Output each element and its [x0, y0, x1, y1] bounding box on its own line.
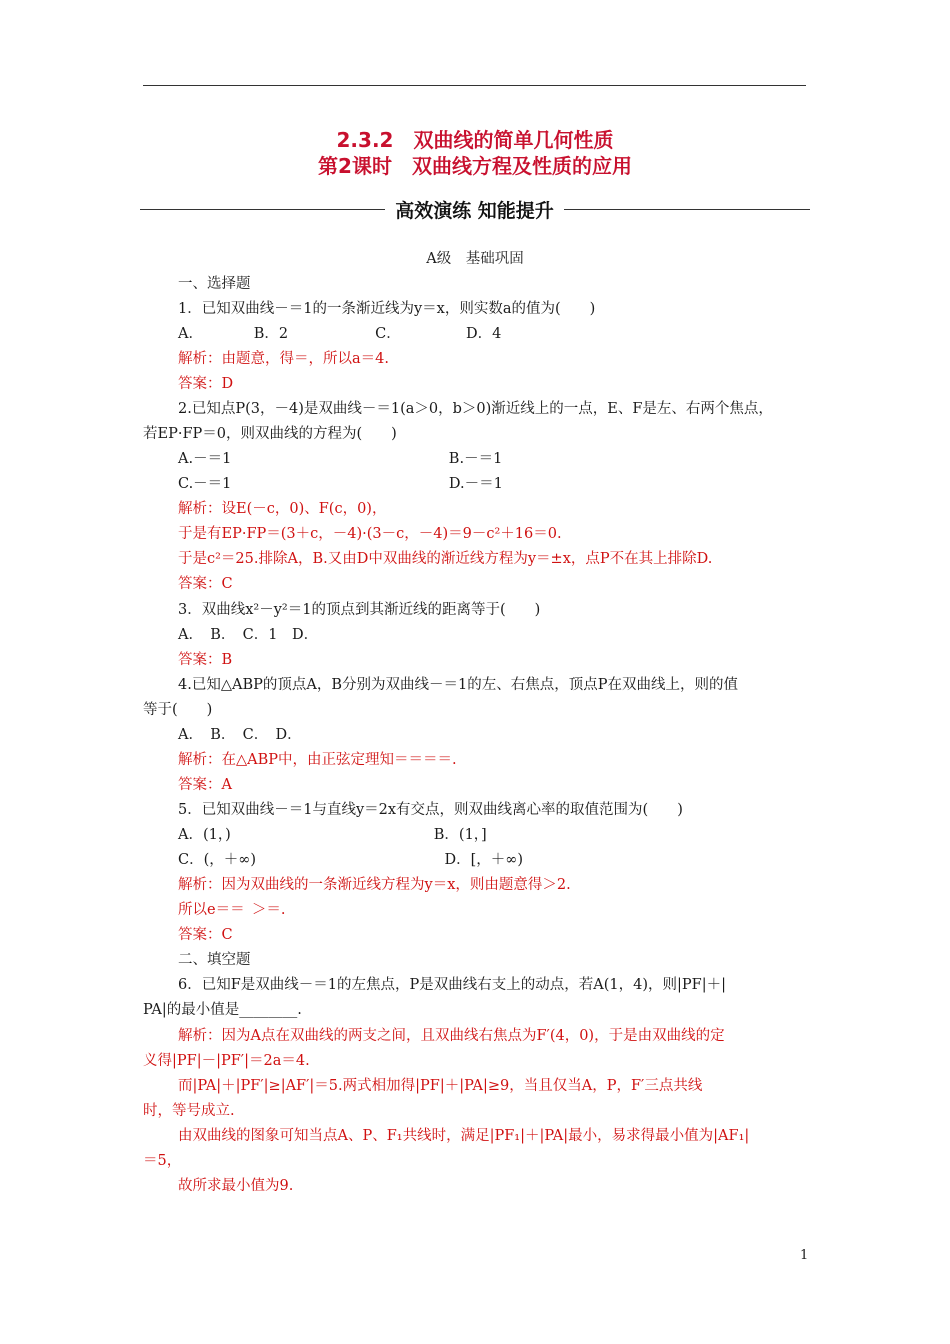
top-rule [143, 85, 806, 86]
text-line: A.－＝1 B.－＝1 [178, 451, 503, 467]
text-line: 6．已知F是双曲线－＝1的左焦点，P是双曲线右支上的动点，若A(1，4)，则|PF|＋| [178, 977, 726, 993]
page-number: 1 [800, 1248, 809, 1263]
text-line: A． B． C． D． [178, 727, 302, 743]
text-line: 2.已知点P(3，－4)是双曲线－＝1(a＞0，b＞0)渐近线上的一点，E、F是左、右两个焦点， [178, 401, 773, 417]
text-line: 3．双曲线x²－y²＝1的顶点到其渐近线的距离等于( ) [178, 602, 541, 618]
banner-text: 高效演练 知能提升 [395, 200, 554, 222]
text-line: A．(1，) B．(1，] [178, 827, 487, 843]
text-line: 解析：因为双曲线的一条渐近线方程为y＝x，则由题意得＞2. [178, 877, 571, 893]
text-line: A级 基础巩固 [426, 251, 524, 267]
text-line: 二、填空题 [178, 952, 251, 968]
text-line: C.－＝1 D.－＝1 [178, 476, 503, 492]
banner [140, 196, 810, 224]
text-line: 于是c²＝25.排除A，B.又由D中双曲线的渐近线方程为y＝±x，点P不在其上排除D. [178, 551, 713, 567]
text-line: 答案：C [178, 927, 233, 943]
text-line: 解析：由题意，得＝，所以a＝4. [178, 351, 389, 367]
text-line: 1．已知双曲线－＝1的一条渐近线为y＝x，则实数a的值为( ) [178, 301, 596, 317]
text-line: 答案：D [178, 376, 234, 392]
text-line: A． B． C．1 D． [178, 627, 319, 643]
text-line: PA|的最小值是________. [143, 1002, 302, 1018]
text-line: 答案：C [178, 576, 233, 592]
text-line: 义得|PF|－|PF′|＝2a＝4. [143, 1053, 310, 1069]
text-line: A． B．2 C． D．4 [178, 326, 502, 342]
text-line: 时，等号成立. [143, 1103, 235, 1119]
text-line: C．(，＋∞) D．[，＋∞) [178, 852, 524, 868]
text-line: 4.已知△ABP的顶点A，B分别为双曲线－＝1的左、右焦点，顶点P在双曲线上，则的值 [178, 677, 738, 693]
text-line: 由双曲线的图象可知当点A、P、F₁共线时，满足|PF₁|＋|PA|最小，易求得最小值为|AF₁| [178, 1128, 750, 1144]
text-line: 故所求最小值为9. [178, 1178, 294, 1194]
banner-rule-right [564, 209, 810, 210]
text-line: 一、选择题 [178, 276, 251, 292]
section-title: 2.3.2 双曲线的简单几何性质 [336, 128, 614, 152]
text-line: ＝5， [143, 1153, 182, 1169]
banner-rule-left [140, 209, 385, 210]
text-line: 解析：在△ABP中，由正弦定理知＝＝＝＝. [178, 752, 457, 768]
text-line: 所以e＝＝ ＞＝. [178, 902, 286, 918]
text-line: 解析：因为A点在双曲线的两支之间，且双曲线右焦点为F′(4，0)，于是由双曲线的定 [178, 1028, 725, 1044]
lesson-title: 第2课时 双曲线方程及性质的应用 [318, 154, 632, 178]
text-line: 等于( ) [143, 702, 213, 718]
text-line: 答案：B [178, 652, 233, 668]
text-line: 5．已知双曲线－＝1与直线y＝2x有交点，则双曲线离心率的取值范围为( ) [178, 802, 683, 818]
text-line: 若EP·FP＝0，则双曲线的方程为( ) [143, 426, 397, 442]
text-line: 解析：设E(－c，0)、F(c，0)， [178, 501, 387, 517]
text-line: 于是有EP·FP＝(3＋c，－4)·(3－c，－4)＝9－c²＋16＝0. [178, 526, 562, 542]
text-line: 而|PA|＋|PF′|≥|AF′|＝5.两式相加得|PF|＋|PA|≥9，当且仅当A，P，F′三点共线 [178, 1078, 703, 1094]
text-line: 答案：A [178, 777, 232, 793]
